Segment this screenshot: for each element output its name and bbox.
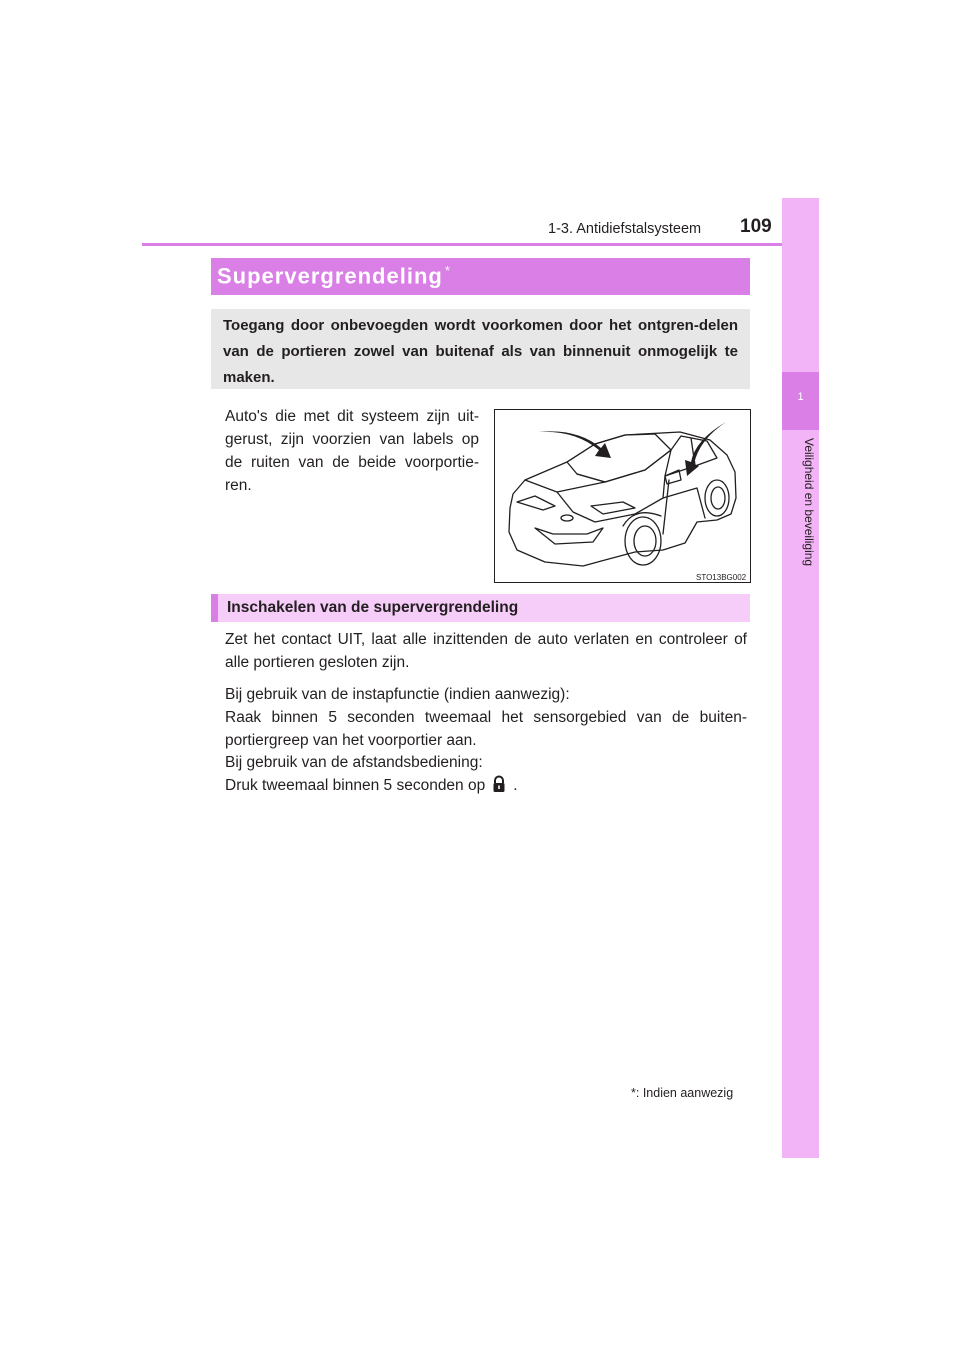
lock-icon [489,774,509,794]
section-title: 1-3. Antidiefstalsysteem [548,221,702,237]
body-line-remote: Bij gebruik van de afstandsbediening: [225,754,483,771]
body-paragraph-smart-entry: Raak binnen 5 seconden tweemaal het sensorgebied van de buiten-portiergreep van het voorportier aan. [225,709,747,749]
car-with-window-labels-icon [495,410,750,582]
footnote-text: : Indien aanwezig [635,1086,734,1100]
label-paragraph: Auto's die met dit systeem zijn uit-gerust, zijn voorzien van labels op de ruiten van de beide voorportie-ren. [225,408,479,494]
subheading-accent [211,594,218,622]
intro-text: Toegang door onbevoegden wordt voorkomen door het ontgren-delen van de portieren zowel van buitenaf als van binnenuit onmogelijk te maken. [223,317,738,386]
car-illustration [494,409,751,583]
figure-code: STO13BG002 [696,573,747,582]
title-asterisk: * [444,263,451,278]
header-divider [142,243,819,246]
intro-box [211,309,750,389]
subheading: Inschakelen van de supervergrendeling [227,599,519,616]
body-line-smart-entry: Bij gebruik van de instapfunctie (indien aanwezig): [225,686,570,703]
page-title-text: Supervergrendeling [217,263,443,289]
footnote-asterisk: * [631,1086,636,1100]
body-line-remote-action [225,774,747,798]
footnote [631,1086,733,1100]
remote-action-text: Druk tweemaal binnen 5 seconden op [225,777,486,794]
chapter-tab [782,198,819,1158]
page-number: 109 [740,216,772,237]
body-paragraph-1: Zet het contact UIT, laat alle inzittenden de auto verlaten en controleer of alle portieren gesloten zijn. [225,631,747,671]
remote-action-period: . [513,777,518,794]
page-title [217,263,451,289]
chapter-title: Veiligheid en beveiliging [802,438,816,567]
chapter-number: 1 [797,391,804,403]
